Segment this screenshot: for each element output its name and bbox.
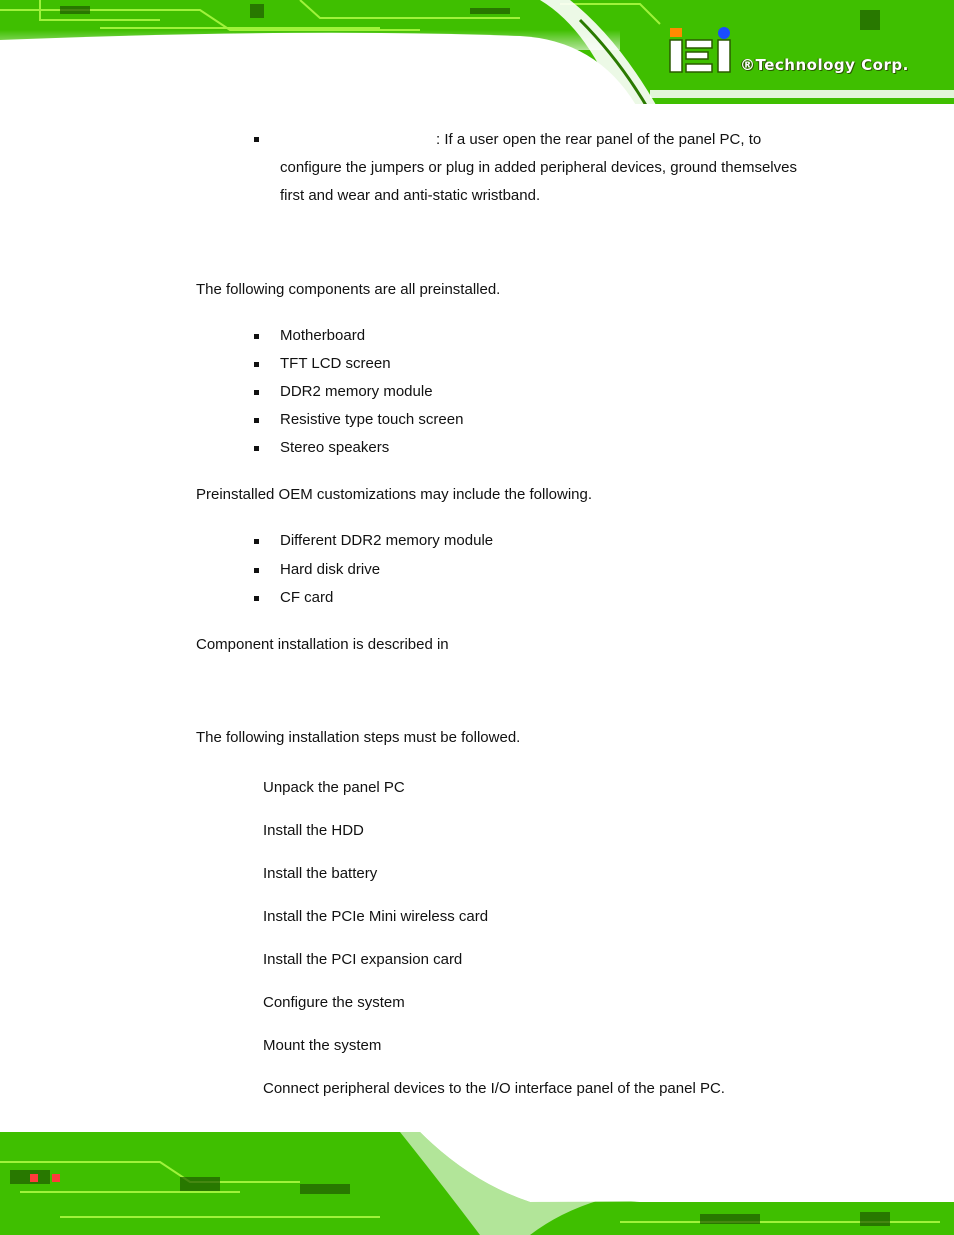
list-item: Resistive type touch screen bbox=[280, 411, 464, 428]
intro-line-3: first and wear and anti-static wristband. bbox=[280, 187, 541, 204]
bullet-marker bbox=[254, 596, 259, 601]
oem-intro: Preinstalled OEM customizations may include the following. bbox=[196, 486, 593, 503]
intro-line-2: configure the jumpers or plug in added peripheral devices, ground themselves bbox=[280, 159, 797, 176]
bullet-marker bbox=[254, 390, 259, 395]
list-item: Motherboard bbox=[280, 327, 366, 344]
footer-pcb-banner bbox=[0, 1122, 954, 1235]
company-logo bbox=[668, 26, 928, 82]
step-item: Install the HDD bbox=[263, 822, 364, 839]
step-item: Configure the system bbox=[263, 994, 405, 1011]
iei-logo-icon bbox=[668, 26, 738, 76]
list-item: Stereo speakers bbox=[280, 439, 390, 456]
bullet-marker bbox=[254, 446, 259, 451]
step-item: Install the PCI expansion card bbox=[263, 951, 463, 968]
steps-intro: The following installation steps must be followed. bbox=[196, 729, 521, 746]
list-item: CF card bbox=[280, 589, 334, 606]
bullet-marker bbox=[254, 568, 259, 573]
intro-line-1: : If a user open the rear panel of the panel PC, to bbox=[436, 131, 762, 148]
step-item: Unpack the panel PC bbox=[263, 779, 405, 796]
step-item: Connect peripheral devices to the I/O interface panel of the panel PC. bbox=[263, 1080, 725, 1097]
bullet-marker bbox=[254, 334, 259, 339]
list-item: Different DDR2 memory module bbox=[280, 532, 494, 549]
list-item: TFT LCD screen bbox=[280, 355, 391, 372]
bullet-marker bbox=[254, 539, 259, 544]
bullet-marker bbox=[254, 137, 259, 142]
bullet-marker bbox=[254, 362, 259, 367]
component-installation-note: Component installation is described in bbox=[196, 636, 449, 653]
step-item: Install the PCIe Mini wireless card bbox=[263, 908, 489, 925]
list-item: Hard disk drive bbox=[280, 561, 381, 578]
step-item: Mount the system bbox=[263, 1037, 382, 1054]
preinstalled-intro: The following components are all preinstalled. bbox=[196, 281, 501, 298]
bullet-marker bbox=[254, 418, 259, 423]
logo-wordmark: ®Technology Corp. bbox=[740, 56, 909, 74]
step-item: Install the battery bbox=[263, 865, 378, 882]
list-item: DDR2 memory module bbox=[280, 383, 433, 400]
